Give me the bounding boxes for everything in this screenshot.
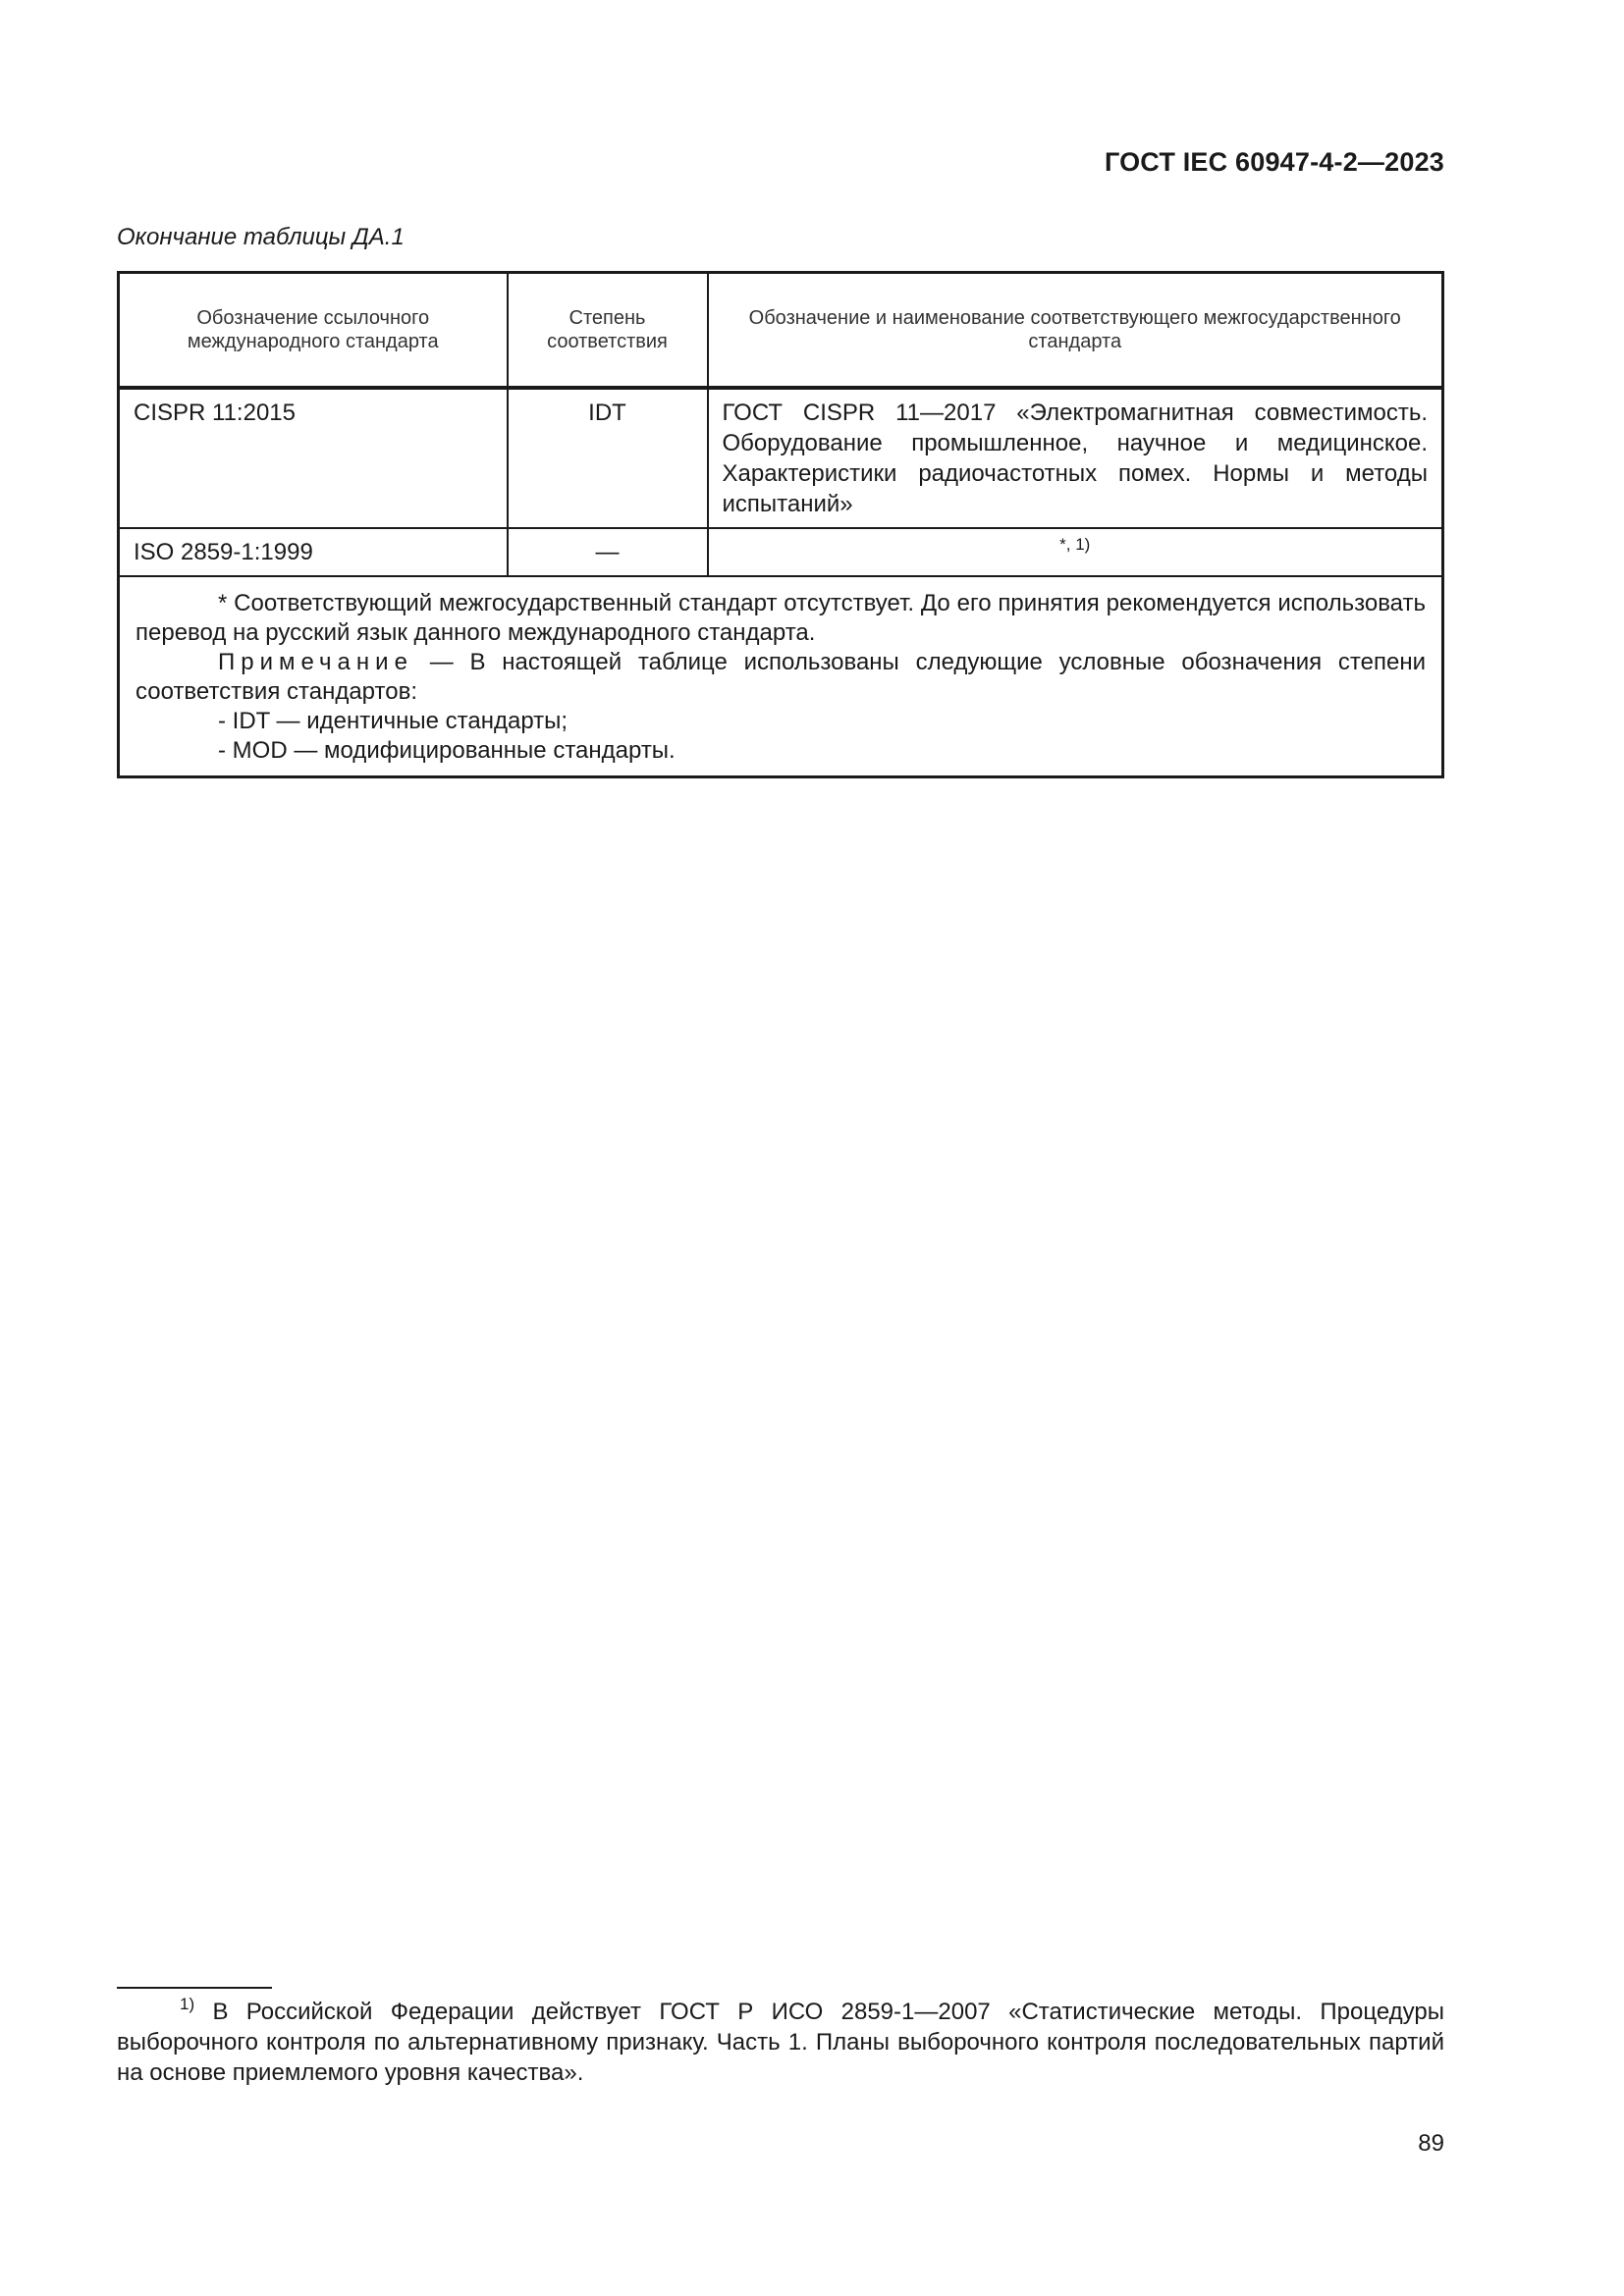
footnote-text: В Российской Федерации действует ГОСТ Р ИСО 2859-1—2007 «Статистические методы. Процедуры выборочного контроля по альтернативному признаку. Часть 1. Планы выборочного контроля последовательных партий на основе приемлемого уровня качества».: [117, 1999, 1444, 2086]
table-notes-row: [119, 576, 1443, 777]
list-item: - MOD — модифицированные стандарты.: [218, 737, 676, 764]
reference-standards-table: [117, 271, 1444, 778]
interstate-standard-cell: ГОСТ CISPR 11—2017 «Электромагнитная совместимость. Оборудование промышленное, научное и медицинское. Характеристики радиочастотных помех. Нормы и методы испытаний»: [708, 388, 1443, 528]
reference-standard-cell: ISO 2859-1:1999: [119, 528, 508, 576]
table-caption: Окончание таблицы ДА.1: [117, 224, 405, 250]
table-notes: [119, 576, 1443, 777]
table-row: [119, 388, 1443, 528]
table-row: [119, 528, 1443, 576]
note-label: Примечание: [218, 649, 413, 675]
note-paragraph: [135, 648, 1426, 707]
footnote-divider: [117, 1987, 272, 1989]
footnote: [117, 1997, 1444, 2088]
page-number: 89: [1418, 2130, 1444, 2157]
asterisk-note: * Соответствующий межгосударственный стандарт отсутствует. До его принятия рекомендуется использовать перевод на русский язык данного международного стандарта.: [135, 590, 1426, 646]
column-header-interstate-standard: Обозначение и наименование соответствующего межгосударственного стандарта: [708, 273, 1443, 389]
column-header-degree: Степень соответствия: [508, 273, 708, 389]
document-id: ГОСТ IEC 60947-4-2—2023: [1104, 147, 1444, 177]
table-header-row: [119, 273, 1443, 389]
interstate-standard-cell: *, 1): [708, 528, 1443, 576]
footnote-marker: 1): [180, 1995, 195, 2013]
degree-cell: —: [508, 528, 708, 576]
degree-cell: IDT: [508, 388, 708, 528]
list-item: - IDT — идентичные стандарты;: [218, 708, 568, 734]
reference-standard-cell: CISPR 11:2015: [119, 388, 508, 528]
note-text: — В настоящей таблице использованы следующие условные обозначения степени соответствия стандартов:: [135, 649, 1426, 705]
column-header-reference: Обозначение ссылочного международного стандарта: [119, 273, 508, 389]
